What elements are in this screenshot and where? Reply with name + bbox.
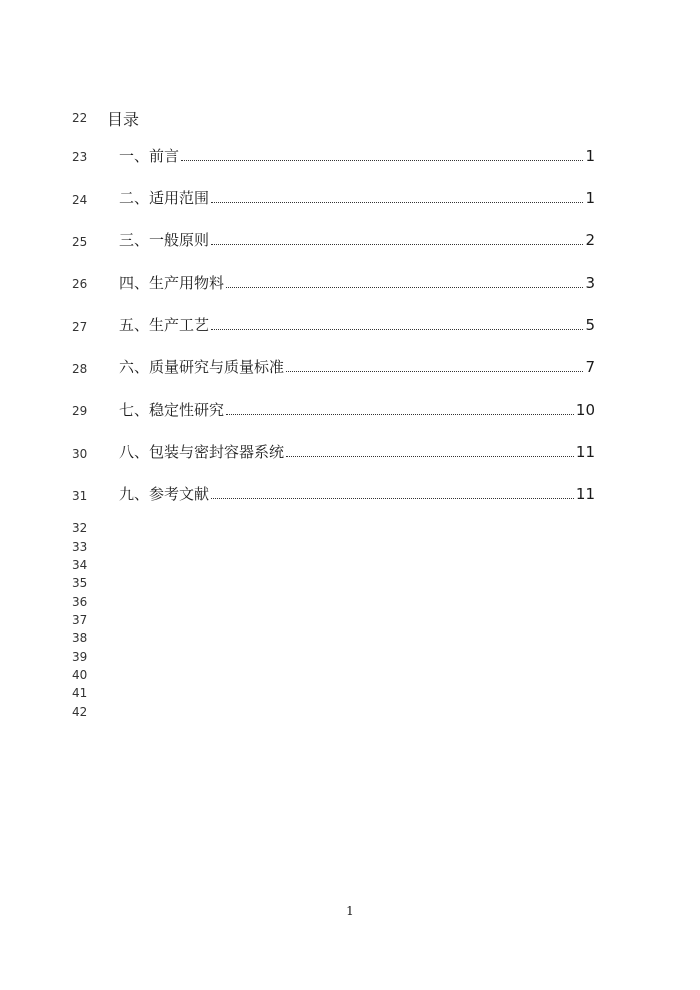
line-number: 27 — [72, 320, 88, 334]
toc-entry-page: 11 — [575, 485, 595, 503]
line-number: 34 — [72, 558, 88, 572]
toc-entry-page: 10 — [575, 401, 595, 419]
toc-entry-label: 五、生产工艺 — [119, 316, 210, 334]
toc-entry-page: 5 — [585, 316, 595, 334]
line-number: 38 — [72, 631, 88, 645]
dot-leader — [226, 414, 574, 415]
dot-leader — [181, 160, 583, 161]
toc-title: 目录 — [107, 110, 140, 129]
dot-leader — [226, 287, 583, 288]
toc-entry-page: 7 — [585, 358, 595, 376]
line-number: 25 — [72, 235, 88, 249]
dot-leader — [211, 329, 583, 330]
toc-entry[interactable] — [119, 356, 595, 377]
line-number: 28 — [72, 362, 88, 376]
dot-leader — [211, 244, 583, 245]
toc-entry-label: 九、参考文献 — [119, 485, 210, 503]
line-number: 36 — [72, 595, 88, 609]
line-number: 24 — [72, 193, 88, 207]
dot-leader — [211, 498, 574, 499]
line-number: 37 — [72, 613, 88, 627]
toc-entry-page: 1 — [585, 189, 595, 207]
line-number: 33 — [72, 540, 88, 554]
toc-entry-label: 四、生产用物料 — [119, 274, 225, 292]
line-number: 26 — [72, 277, 88, 291]
dot-leader — [286, 456, 574, 457]
toc-entry-page: 3 — [585, 274, 595, 292]
line-number: 29 — [72, 404, 88, 418]
toc-entry[interactable] — [119, 145, 595, 166]
line-number: 35 — [72, 576, 88, 590]
line-number: 39 — [72, 650, 88, 664]
line-number: 41 — [72, 686, 88, 700]
line-number: 42 — [72, 705, 88, 719]
line-number: 40 — [72, 668, 88, 682]
toc-entry[interactable] — [119, 272, 595, 293]
toc-entry[interactable] — [119, 314, 595, 335]
toc-entry[interactable] — [119, 399, 595, 420]
dot-leader — [211, 202, 583, 203]
page-number: 1 — [346, 904, 354, 918]
toc-entry[interactable] — [119, 229, 595, 250]
toc-entry-label: 三、一般原则 — [119, 231, 210, 249]
toc-entry[interactable] — [119, 187, 595, 208]
dot-leader — [286, 371, 583, 372]
line-number: 31 — [72, 489, 88, 503]
line-number: 32 — [72, 521, 88, 535]
toc-entry[interactable] — [119, 441, 595, 462]
toc-entry-label: 二、适用范围 — [119, 189, 210, 207]
toc-entry-label: 七、稳定性研究 — [119, 401, 225, 419]
line-number: 22 — [72, 111, 88, 125]
toc-entry-label: 八、包装与密封容器系统 — [119, 443, 285, 461]
toc-entry-page: 2 — [585, 231, 595, 249]
toc-entry[interactable] — [119, 483, 595, 504]
toc-entry-label: 一、前言 — [119, 147, 180, 165]
toc-entry-page: 11 — [575, 443, 595, 461]
toc-entry-label: 六、质量研究与质量标准 — [119, 358, 285, 376]
toc-entry-page: 1 — [585, 147, 595, 165]
line-number: 23 — [72, 150, 88, 164]
line-number: 30 — [72, 447, 88, 461]
